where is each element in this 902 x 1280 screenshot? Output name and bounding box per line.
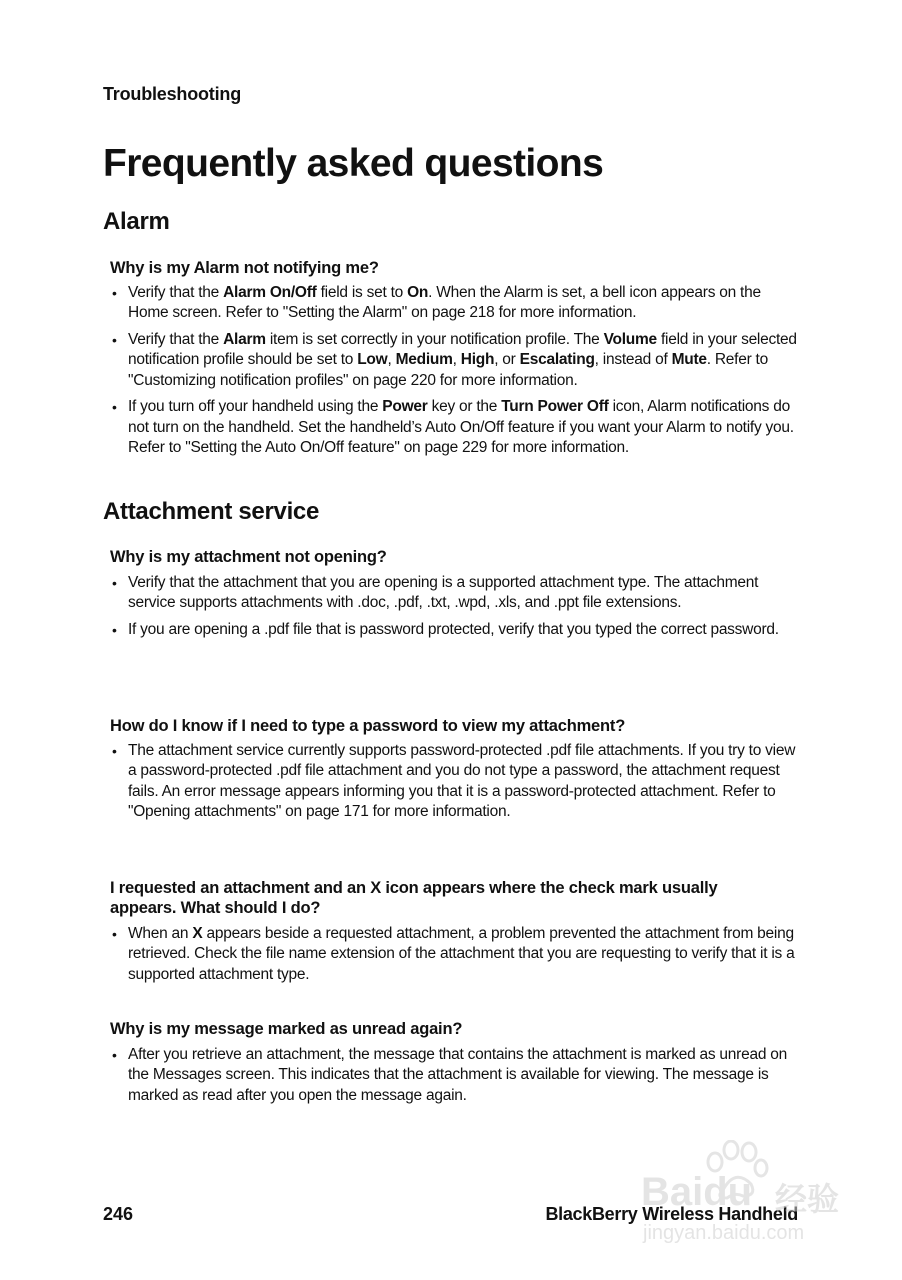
emphasis-term: Power: [382, 398, 428, 416]
emphasis-term: On: [407, 284, 429, 301]
body-text: field in your selected notification profile should be set to: [128, 331, 797, 369]
emphasis-term: High: [460, 351, 495, 369]
body-text: field is set to: [316, 284, 408, 301]
watermark: [635, 1140, 850, 1245]
bullet-icon: •: [112, 332, 117, 349]
body-text: When an: [128, 925, 193, 942]
bullet-icon: •: [112, 743, 117, 759]
answer-bullet: [112, 620, 802, 640]
body-text: key or the: [427, 398, 502, 416]
emphasis-term: Mute: [671, 351, 707, 369]
watermark-brand-cn: 经验: [775, 1181, 840, 1217]
body-text: , instead of: [594, 351, 672, 369]
emphasis-term: Alarm On/Off: [223, 284, 317, 301]
emphasis-term: Low: [357, 351, 388, 369]
body-text: . When the Alarm is set, a bell icon appears on the Home screen. Refer to "Setting the Alarm" on page 218 for more information.: [128, 284, 761, 322]
question-attachment-not-opening: Why is my attachment not opening?: [110, 548, 387, 566]
section-heading-attachment-service: Attachment service: [103, 498, 320, 525]
answer-list: [112, 924, 802, 991]
answer-list: [112, 573, 802, 647]
running-head: Troubleshooting: [103, 84, 241, 104]
emphasis-term: Volume: [603, 331, 657, 349]
page-number: 246: [103, 1204, 134, 1224]
bullet-icon: •: [112, 1047, 117, 1063]
body-text: Verify that the attachment that you are opening is a supported attachment type. The attachment service supports attachments with .doc, .pdf, .txt, .wpd, .xls, and .ppt file extensions.: [128, 574, 759, 612]
body-text: After you retrieve an attachment, the message that contains the attachment is marked as unread on the Messages screen. This indicates that the attachment is available for viewing. The message is marked as read after you open the message again.: [128, 1046, 787, 1104]
body-text: If you are opening a .pdf file that is password protected, verify that you typed the correct password.: [128, 621, 779, 639]
body-text: icon, Alarm notifications do not turn on the handheld. Set the handheld’s Auto On/Off feature if you want your Alarm to notify you. Refer to "Setting the Auto On/Off feature" on page 229 for more information.: [128, 398, 794, 457]
emphasis-term: Turn Power Off: [501, 398, 609, 416]
answer-bullet: [112, 924, 802, 985]
body-text: ,: [387, 351, 396, 369]
question-alarm-not-notifying: Why is my Alarm not notifying me?: [110, 259, 379, 277]
page-title: Frequently asked questions: [103, 142, 604, 185]
bullet-icon: •: [112, 575, 117, 591]
answer-bullet: [112, 573, 802, 614]
question-password-needed: How do I know if I need to type a password to view my attachment?: [110, 717, 626, 735]
section-heading-alarm: Alarm: [103, 208, 170, 235]
bullet-icon: •: [112, 399, 117, 416]
body-text: ,: [452, 351, 461, 369]
answer-bullet: [112, 397, 802, 458]
answer-list: [112, 741, 802, 829]
emphasis-term: Escalating: [519, 351, 595, 369]
answer-list: [112, 1045, 802, 1112]
body-text: If you turn off your handheld using the: [128, 398, 383, 416]
answer-bullet: [112, 283, 802, 324]
body-text: item is set correctly in your notification profile. The: [265, 331, 604, 349]
question-x-icon: I requested an attachment and an X icon appears where the check mark usually appears. What should I do?: [110, 879, 718, 917]
answer-bullet: [112, 741, 802, 822]
answer-bullet: [112, 1045, 802, 1106]
answer-bullet: [112, 330, 802, 391]
question-message-unread: Why is my message marked as unread again?: [110, 1020, 463, 1038]
bullet-icon: •: [112, 926, 117, 942]
body-text: Verify that the: [128, 331, 224, 349]
emphasis-term: Medium: [395, 351, 453, 369]
emphasis-term: Alarm: [223, 331, 266, 349]
body-text: . Refer to "Customizing notification profiles" on page 220 for more information.: [128, 351, 768, 389]
footer-book-title: BlackBerry Wireless Handheld: [545, 1204, 798, 1224]
bullet-icon: •: [112, 622, 117, 639]
body-text: , or: [494, 351, 520, 369]
emphasis-term: X: [192, 925, 203, 942]
watermark-url: jingyan.baidu.com: [643, 1222, 805, 1244]
bullet-icon: •: [112, 285, 117, 301]
answer-list: [112, 283, 802, 465]
body-text: appears beside a requested attachment, a problem prevented the attachment from being retrieved. Check the file name extension of the attachment that you are requesting to verify that it is a supported attachment type.: [128, 925, 795, 983]
watermark-brand: Baidu: [641, 1170, 753, 1214]
body-text: Verify that the: [128, 284, 224, 301]
body-text: The attachment service currently supports password-protected .pdf file attachments. If you try to view a password-protected .pdf file attachment and you do not type a password, the attachment request fails. An error message appears informing you that it is a password-protected attachment. Refer to "Opening attachments" on page 171 for more information.: [128, 742, 796, 820]
